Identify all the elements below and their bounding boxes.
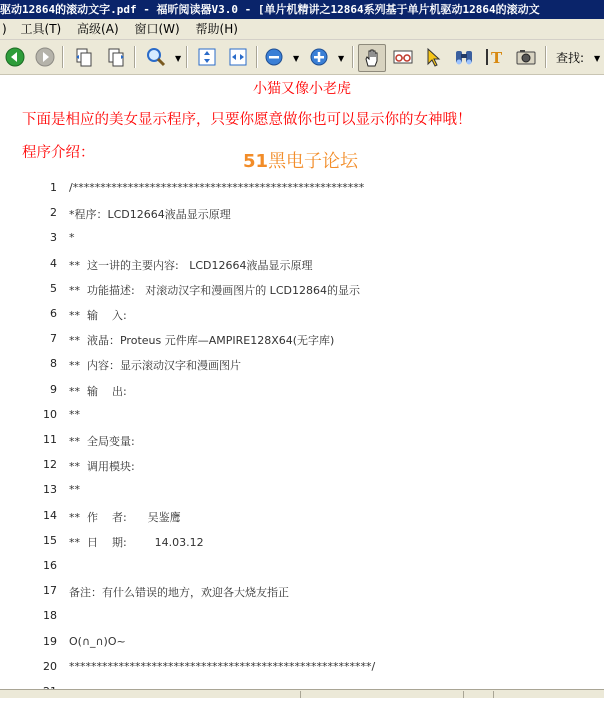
forum-name: 黑电子论坛 (268, 151, 359, 172)
program-intro-label: 程序介绍： (22, 145, 95, 161)
code-text: ** 全局变量: (69, 435, 135, 448)
paste-page-button[interactable] (104, 45, 128, 69)
document-page[interactable] (0, 75, 604, 689)
code-line (0, 226, 604, 251)
line-number: 18 (43, 609, 57, 623)
copy-page-icon (74, 47, 94, 67)
code-line (0, 327, 604, 352)
select-button[interactable] (421, 45, 445, 69)
line-number: 13 (43, 483, 57, 497)
line-number: 10 (43, 407, 57, 421)
code-text: ** 功能描述: 对滚动汉字和漫画图片的 LCD12864的显示 (69, 283, 360, 297)
code-line (0, 554, 604, 579)
line-number: 12 (43, 458, 57, 472)
snapshot-icon (515, 47, 537, 67)
code-text: ** 液晶：Proteus 元件库—AMPIRE128X64(无字库) (69, 334, 335, 348)
line-number: 5 (50, 281, 57, 295)
line-number: 19 (43, 634, 57, 648)
copy-page-button[interactable] (72, 45, 96, 69)
zoom-out-button[interactable] (262, 45, 286, 69)
window-title: 驱动12864的滚动文字.pdf - 福昕阅读器V3.0 - [单片机精讲之12864系列基于单片机驱动12864的滚动文 (0, 3, 540, 16)
menu-bar (0, 19, 604, 40)
binoculars-icon (453, 47, 475, 67)
hand-tool-button[interactable] (358, 44, 386, 72)
line-number: 16 (43, 559, 57, 572)
menu-window[interactable]: 窗口(W) (134, 22, 180, 36)
code-text: ** (69, 407, 80, 421)
forward-button[interactable] (33, 45, 57, 69)
line-number: 11 (43, 433, 57, 446)
menu-advanced[interactable]: 高级(A) (77, 22, 119, 36)
loupe-button[interactable] (391, 45, 415, 69)
doc-intro-text: 下面是相应的美女显示程序，只要你愿意做你也可以显示你的女神哦！ (22, 112, 472, 128)
line-number: 4 (50, 256, 57, 270)
menu-tools[interactable]: 工具(T) (20, 22, 62, 36)
text-select-button[interactable] (483, 45, 507, 69)
line-number: 1 (50, 181, 57, 194)
line-number: 7 (50, 332, 57, 346)
code-line (0, 630, 604, 655)
code-line (0, 579, 604, 604)
code-line (0, 504, 604, 529)
line-number: 15 (43, 533, 57, 547)
code-line (0, 302, 604, 327)
code-text: ** 这一讲的主要内容: LCD12664液晶显示原理 (69, 258, 313, 272)
code-line (0, 201, 604, 226)
select-arrow-icon (423, 47, 443, 67)
forum-watermark (243, 147, 358, 173)
code-text: *******************************************************/ (69, 659, 376, 673)
forward-icon (35, 47, 55, 67)
code-line (0, 378, 604, 403)
code-text: ** 输 入: (69, 309, 127, 322)
forum-number: 51 (243, 151, 269, 172)
line-number: 9 (50, 382, 57, 396)
zoom-out-dropdown-icon[interactable]: ▼ (293, 54, 300, 63)
menu-item-truncated[interactable]: ) (2, 22, 7, 36)
code-line (0, 529, 604, 554)
toolbar (0, 40, 604, 75)
snapshot-button[interactable] (514, 45, 538, 69)
menu-help[interactable]: 帮助(H) (195, 22, 238, 36)
status-bar (0, 689, 604, 698)
code-text: O(∩_∩)O~ (69, 634, 126, 648)
hand-icon (362, 48, 382, 68)
line-number: 17 (43, 584, 57, 598)
code-text: * (69, 231, 75, 245)
fit-page-icon (197, 47, 217, 67)
glasses-icon (392, 47, 414, 67)
zoom-in-icon (309, 47, 329, 67)
code-line (0, 604, 604, 629)
zoom-tool-button[interactable] (144, 45, 168, 69)
zoom-out-icon (264, 47, 284, 67)
zoom-dropdown-icon[interactable]: ▼ (175, 54, 182, 63)
code-text: ** (69, 483, 80, 497)
zoom-in-dropdown-icon[interactable]: ▼ (338, 54, 345, 63)
code-line (0, 403, 604, 428)
line-number: 2 (50, 206, 57, 220)
code-line (0, 252, 604, 277)
find-dropdown-icon[interactable]: ▼ (594, 54, 601, 63)
code-line (0, 176, 604, 201)
find-tool-button[interactable] (452, 45, 476, 69)
text-select-icon (484, 47, 506, 67)
code-line (0, 478, 604, 503)
fit-width-button[interactable] (226, 45, 250, 69)
zoom-in-button[interactable] (307, 45, 331, 69)
code-line (0, 352, 604, 377)
line-number: 8 (50, 357, 57, 371)
line-number: 6 (50, 307, 57, 320)
line-number: 3 (50, 231, 57, 245)
code-text: ** 日 期: 14.03.12 (69, 535, 204, 549)
svg-text:T: T (491, 49, 503, 67)
zoom-icon (146, 47, 166, 67)
code-line (0, 655, 604, 680)
doc-subtitle: 小猫又像小老虎 (253, 81, 351, 97)
code-text: /***************************************************** (69, 181, 365, 194)
line-number: 20 (43, 659, 57, 673)
code-text: ** 内容：显示滚动汉字和漫画图片 (69, 359, 241, 373)
code-line (0, 453, 604, 478)
window-title-bar (0, 0, 604, 19)
code-line (0, 277, 604, 302)
code-line (0, 428, 604, 453)
back-icon (5, 47, 25, 67)
paste-page-icon (106, 47, 126, 67)
fit-width-icon (228, 47, 248, 67)
fit-page-button[interactable] (195, 45, 219, 69)
line-number: 14 (43, 508, 57, 522)
code-text: ** 输 出: (69, 384, 127, 398)
code-text: ** 调用模块: (69, 460, 135, 474)
code-text: 备注：有什么错误的地方，欢迎各大烧友指正 (69, 586, 289, 600)
find-label: 查找: (556, 51, 585, 65)
code-text: *程序：LCD12664液晶显示原理 (69, 208, 231, 222)
back-button[interactable] (3, 45, 27, 69)
code-text: ** 作 者: 吴鉴鹰 (69, 510, 181, 524)
